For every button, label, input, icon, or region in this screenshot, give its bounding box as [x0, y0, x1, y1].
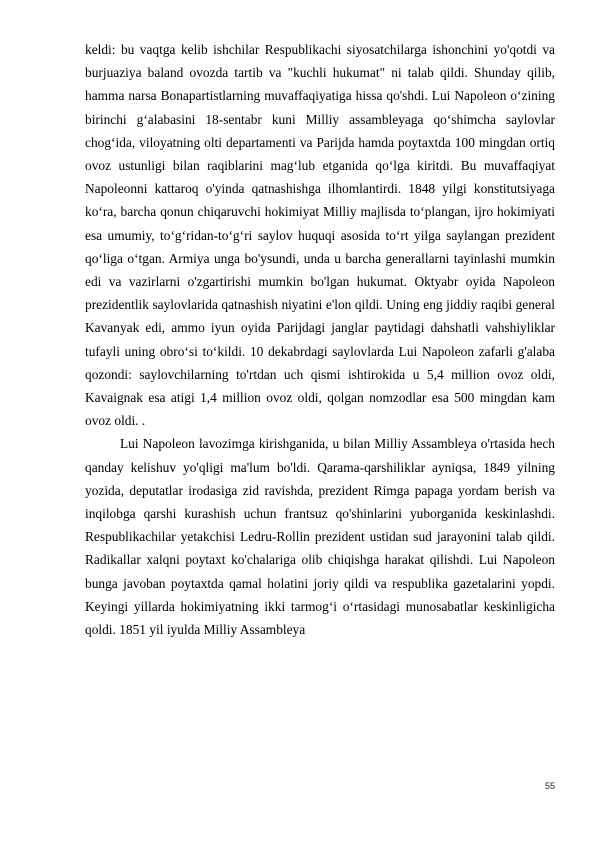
page-number: 55	[544, 781, 555, 791]
paragraph-2: Lui Napoleon lavozimga kirishganida, u bilan Milliy Assambleya o'rtasida hech qanday kelishuv yo'qligi ma'lum bo'ldi. Qarama-qarshiliklar ayniqsa, 1849 yilning yozida, deputatlar irodasiga zid ravishda, prezident Rimga papaga yordam berish va inqilobga qarshi kurashish uchun frantsuz qo'shinlarini yuborganida keskinlashdi. Respublikachilar yetakchisi Ledru-Rollin prezident ustidan sud jarayonini talab qildi. Radikallar xalqni poytaxt ko'chalariga olib chiqishga harakat qilishdi. Lui Napoleon bunga javoban poytaxtda qamal holatini joriy qildi va respublika gazetalarini yopdi. Keyingi yillarda hokimiyatning ikki tarmog‘i o‘rtasidagi munosabatlar keskinligicha qoldi. 1851 yil iyulda Milliy Assambleya	[85, 436, 555, 638]
paragraph-1: keldi: bu vaqtga kelib ishchilar Respublikachi siyosatchilarga ishonchini yo'qotdi va burjuaziya baland ovozda tartib va "kuchli hukumat" ni talab qildi. Shunday qilib, hamma narsa Bonapartistlarning muvaffaqiyatiga hissa qo'shdi. Lui Napoleon o‘zining birinchi g‘alabasini 18-sentabr kuni Milliy assambleyaga qo‘shimcha saylovlar chog‘ida, viloyatning olti departamenti va Parijda hamda poytaxtda 100 mingdan ortiq ovoz ustunligi bilan raqiblarini mag‘lub etganida qo‘lga kiritdi. Bu muvaffaqiyat Napoleonni kattaroq o'yinda qatnashishga ilhomlantirdi. 1848 yilgi konstitutsiyaga ko‘ra, barcha qonun chiqaruvchi hokimiyat Milliy majlisda to‘plangan, ijro hokimiyati esa umumiy, to‘g‘ridan-to‘g‘ri saylov huquqi asosida to‘rt yilga saylangan prezident qo‘liga o‘tgan. Armiya unga bo'ysundi, unda u barcha generallarni tayinlashi mumkin edi va vazirlarni o'zgartirishi mumkin bo'lgan hukumat. Oktyabr oyida Napoleon prezidentlik saylovlarida qatnashish niyatini e'lon qildi. Uning eng jiddiy raqibi general Kavanyak edi, ammo iyun oyida Parijdagi janglar paytidagi dahshatli vahshiyliklar tufayli uning obro‘si to‘kildi. 10 dekabrdagi saylovlarda Lui Napoleon zafarli g'alaba qozondi: saylovchilarning to'rtdan uch qismi ishtirokida u 5,4 million ovoz oldi, Kavaignak esa atigi 1,4 million ovoz oldi, qolgan nomzodlar esa 500 mingdan kam ovoz oldi. .	[85, 42, 555, 429]
body-text	[85, 38, 555, 641]
